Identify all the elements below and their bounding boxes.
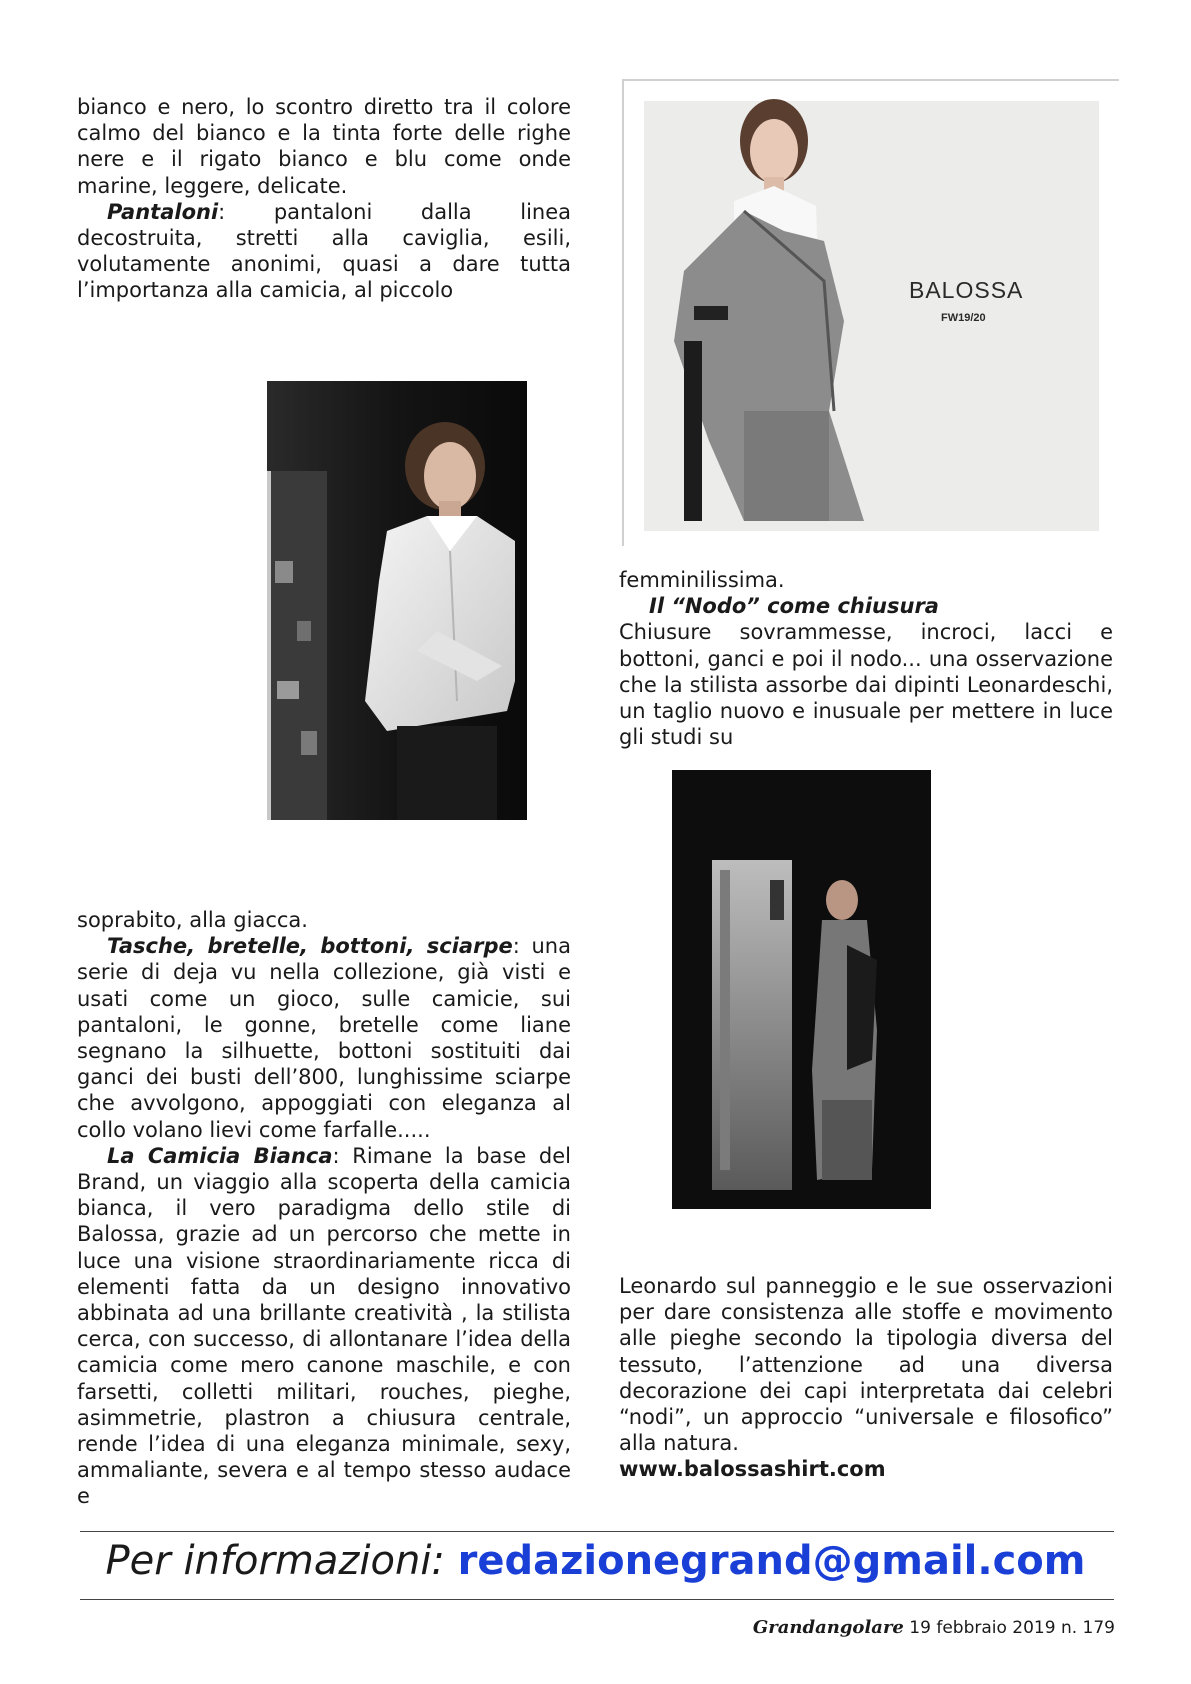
paragraph: bianco e nero, lo scontro diretto tra il colore calmo del bianco e la tinta forte delle righe nere e il rigato bianco e blu come onde marine, leggere, delicate. xyxy=(77,95,571,198)
section-heading: La Camicia Bianca xyxy=(107,1143,333,1168)
article-column-right-mid xyxy=(619,567,1113,750)
article-column-right-bottom xyxy=(619,1273,1113,1483)
article-column-left-top xyxy=(77,94,571,304)
paragraph: Leonardo sul panneggio e le sue osservazioni per dare consistenza alle stoffe e movimento alle pieghe secondo la tipologia diversa del tessuto, l’attenzione ad una diversa decorazione dei capi interpretata dai celebri “nodi”, un approccio “universale e filosofico” alla natura. xyxy=(619,1274,1113,1456)
photo-white-shirt-model xyxy=(267,381,527,820)
footer-contact xyxy=(0,1537,1191,1585)
paragraph: soprabito, alla giacca. xyxy=(77,908,308,932)
ad-brand-name: BALOSSA xyxy=(909,277,1024,303)
paragraph xyxy=(77,933,571,1143)
ad-image-balossa xyxy=(622,79,1119,546)
ad-photo-svg xyxy=(624,81,1119,546)
photo-white-shirt-svg xyxy=(267,381,527,820)
section-heading: Il “Nodo” come chiusura xyxy=(649,594,939,619)
website-link[interactable]: www.balossashirt.com xyxy=(619,1457,886,1482)
magazine-name: Grandangolare xyxy=(752,1617,904,1638)
contact-email-link[interactable]: redazionegrand@gmail.com xyxy=(457,1538,1086,1584)
issue-date: 19 febbraio 2019 n. 179 xyxy=(909,1618,1115,1638)
photo-alley-model xyxy=(672,770,931,1209)
section-heading: Pantaloni xyxy=(107,199,219,224)
ad-season-label: FW19/20 xyxy=(941,312,986,324)
paragraph: Chiusure sovrammesse, incroci, lacci e bottoni, ganci e poi il nodo... una osservazione che la stilista assorbe dai dipinti Leonardeschi, un taglio nuovo e inusuale per mettere in luce gli studi su xyxy=(619,620,1113,750)
article-column-left-bottom xyxy=(77,907,571,1510)
paragraph xyxy=(77,1143,571,1510)
paragraph: femminilissima. xyxy=(619,568,785,592)
footer-divider-top xyxy=(80,1531,1114,1532)
contact-label: Per informazioni: xyxy=(105,1538,445,1584)
footer-divider-bottom xyxy=(80,1599,1114,1600)
paragraph-body: : una serie di deja vu nella collezione, già visti e usati come un gioco, sulle camicie, sui pantaloni, le gonne, bretelle come liane segnano la silhuette, bottoni sostituiti dai ganci dei busti dell’800, lunghissime sciarpe che avvolgono, appoggiati con eleganza al collo volano lievi come farfalle..... xyxy=(77,934,571,1142)
photo-alley-svg xyxy=(672,770,931,1209)
paragraph-body: : pantaloni dalla linea decostruita, stretti alla caviglia, esili, volutamente anonimi, quasi a dare tutta l’importanza alla camicia, al piccolo xyxy=(77,199,571,303)
section-heading: Tasche, bretelle, bottoni, sciarpe xyxy=(107,934,513,959)
paragraph-body: : Rimane la base del Brand, un viaggio alla scoperta della camicia bianca, il vero paradigma dello stile di Balossa, grazie ad un percorso che mette in luce una visione straordinariamente ricca di elementi fatta da un designo innovativo abbinata ad una brillante creatività , la stilista cerca, con successo, di allontanare l’idea della camicia come mero canone maschile, e con farsetti, colletti militari, rouches, pieghe, asimmetrie, plastron a chiusura centrale, rende l’idea di una eleganza minimale, sexy, ammaliante, severa e al tempo stesso audace e xyxy=(77,1143,571,1509)
paragraph xyxy=(77,199,571,304)
issue-info xyxy=(753,1617,1115,1638)
